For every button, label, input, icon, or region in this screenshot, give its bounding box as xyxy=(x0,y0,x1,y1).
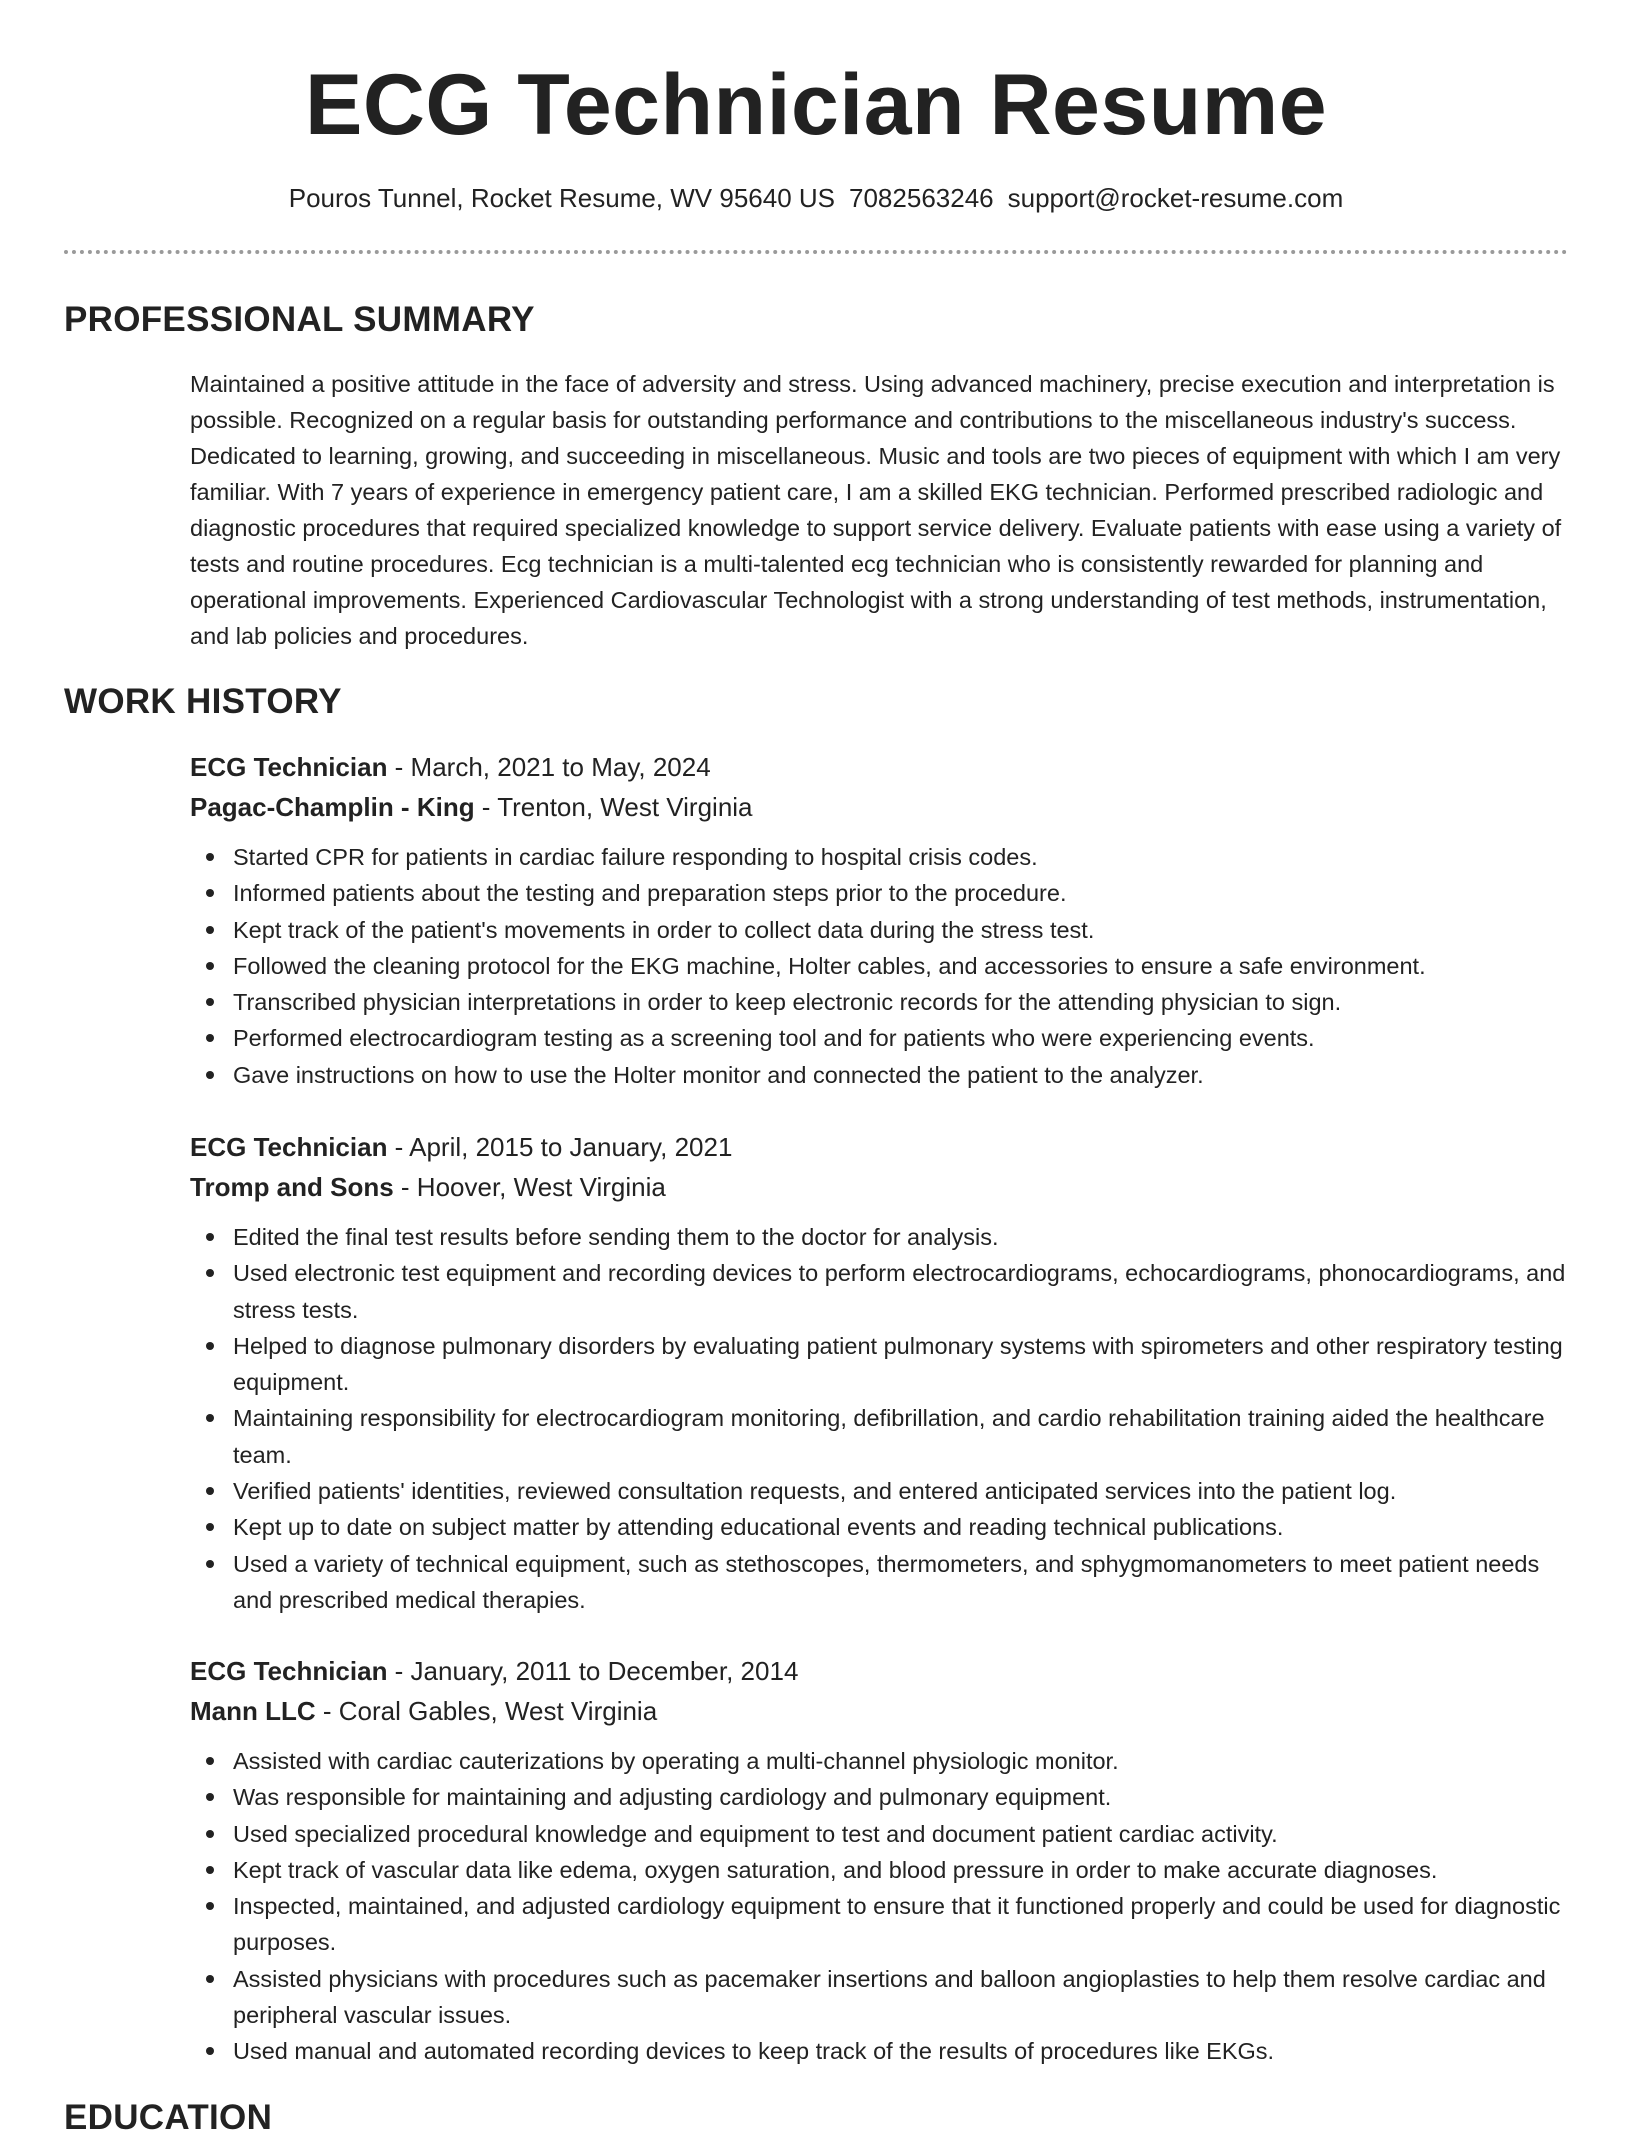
resume-title: ECG Technician Resume xyxy=(304,57,1328,153)
bullet-dot-icon xyxy=(206,1487,214,1495)
bullet-dot-icon xyxy=(206,1414,214,1422)
job-bullet: Informed patients about the testing and preparation steps prior to the procedure. xyxy=(190,875,1570,911)
bullet-dot-icon xyxy=(206,1757,214,1765)
job-bullet: Used electronic test equipment and recording devices to perform electrocardiograms, echocardiograms, phonocardiograms, and stress tests. xyxy=(190,1255,1570,1328)
job-entry xyxy=(190,1651,1570,2070)
contact-line xyxy=(0,180,1632,216)
bullet-dot-icon xyxy=(206,853,214,861)
summary-text: Maintained a positive attitude in the face of adversity and stress. Using advanced machinery, precise execution and interpretation is possible. Recognized on a regular basis for outstanding performance and contributions to the miscellaneous industry's success. Dedicated to learning, growing, and succeeding in miscellaneous. Music and tools are two pieces of equipment with which I am very familiar. With 7 years of experience in emergency patient care, I am a skilled EKG technician. Performed prescribed radiologic and diagnostic procedures that required specialized knowledge to support service delivery. Evaluate patients with ease using a variety of tests and routine procedures. Ecg technician is a multi-talented ecg technician who is consistently rewarded for planning and operational improvements. Experienced Cardiovascular Technologist with a strong understanding of test methods, instrumentation, and lab policies and procedures. xyxy=(190,371,1562,649)
bullet-dot-icon xyxy=(206,1793,214,1801)
job-bullet: Used specialized procedural knowledge and equipment to test and document patient cardiac activity. xyxy=(190,1816,1570,1852)
job-company: Pagac-Champlin - King xyxy=(190,792,475,822)
job-bullet: Followed the cleaning protocol for the EKG machine, Holter cables, and accessories to ensure a safe environment. xyxy=(190,948,1570,984)
job-bullet: Edited the final test results before sending them to the doctor for analysis. xyxy=(190,1219,1570,1255)
education-heading: EDUCATION xyxy=(64,2098,273,2137)
job-title: ECG Technician xyxy=(190,1132,388,1162)
bullet-dot-icon xyxy=(206,926,214,934)
job-dates: - March, 2021 to May, 2024 xyxy=(387,752,711,782)
job-bullet: Kept track of vascular data like edema, oxygen saturation, and blood pressure in order to make accurate diagnoses. xyxy=(190,1852,1570,1888)
bullet-dot-icon xyxy=(206,1830,214,1838)
job-location: - Hoover, West Virginia xyxy=(393,1172,666,1202)
job-dates: - January, 2011 to December, 2014 xyxy=(387,1656,799,1686)
job-bullet: Performed electrocardiogram testing as a screening tool and for patients who were experiencing events. xyxy=(190,1020,1570,1056)
job-entry xyxy=(190,1127,1570,1618)
job-company-line xyxy=(190,1167,1570,1207)
header-divider xyxy=(64,250,1568,254)
work-history-heading: WORK HISTORY xyxy=(64,682,342,721)
job-bullet: Assisted physicians with procedures such as pacemaker insertions and balloon angioplasties to help them resolve cardiac and peripheral vascular issues. xyxy=(190,1961,1570,2034)
job-bullet-list xyxy=(190,1743,1570,2070)
job-dates: - April, 2015 to January, 2021 xyxy=(387,1132,733,1162)
summary-heading: PROFESSIONAL SUMMARY xyxy=(64,300,535,339)
job-company-line xyxy=(190,1691,1570,1731)
job-location: - Coral Gables, West Virginia xyxy=(315,1696,658,1726)
bullet-dot-icon xyxy=(206,1866,214,1874)
job-title-line xyxy=(190,1651,1570,1691)
job-bullet: Helped to diagnose pulmonary disorders by evaluating patient pulmonary systems with spirometers and other respiratory testing equipment. xyxy=(190,1328,1570,1401)
job-company: Tromp and Sons xyxy=(190,1172,394,1202)
job-company-line xyxy=(190,787,1570,827)
job-bullet: Was responsible for maintaining and adjusting cardiology and pulmonary equipment. xyxy=(190,1779,1570,1815)
bullet-dot-icon xyxy=(206,1269,214,1277)
job-bullet-list xyxy=(190,1219,1570,1618)
contact-email[interactable]: support@rocket-resume.com xyxy=(1007,183,1344,213)
bullet-dot-icon xyxy=(206,1071,214,1079)
bullet-dot-icon xyxy=(206,1342,214,1350)
job-bullet: Started CPR for patients in cardiac failure responding to hospital crisis codes. xyxy=(190,839,1570,875)
job-entry xyxy=(190,747,1570,1093)
job-bullet: Used a variety of technical equipment, such as stethoscopes, thermometers, and sphygmomanometers to meet patient needs and prescribed medical therapies. xyxy=(190,1546,1570,1619)
contact-phone: 7082563246 xyxy=(849,183,994,213)
bullet-dot-icon xyxy=(206,889,214,897)
job-bullet: Gave instructions on how to use the Holter monitor and connected the patient to the analyzer. xyxy=(190,1057,1570,1093)
job-company: Mann LLC xyxy=(190,1696,316,1726)
job-bullet: Verified patients' identities, reviewed consultation requests, and entered anticipated services into the patient log. xyxy=(190,1473,1570,1509)
bullet-dot-icon xyxy=(206,2047,214,2055)
job-bullet: Assisted with cardiac cauterizations by operating a multi-channel physiologic monitor. xyxy=(190,1743,1570,1779)
job-title-line xyxy=(190,747,1570,787)
job-bullet: Kept up to date on subject matter by attending educational events and reading technical publications. xyxy=(190,1509,1570,1545)
bullet-dot-icon xyxy=(206,1902,214,1910)
job-bullet: Kept track of the patient's movements in order to collect data during the stress test. xyxy=(190,912,1570,948)
bullet-dot-icon xyxy=(206,1560,214,1568)
bullet-dot-icon xyxy=(206,998,214,1006)
job-location: - Trenton, West Virginia xyxy=(474,792,753,822)
job-bullet: Maintaining responsibility for electrocardiogram monitoring, defibrillation, and cardio rehabilitation training aided the healthcare team. xyxy=(190,1400,1570,1473)
job-title: ECG Technician xyxy=(190,1656,388,1686)
bullet-dot-icon xyxy=(206,1034,214,1042)
job-bullet: Inspected, maintained, and adjusted cardiology equipment to ensure that it functioned properly and could be used for diagnostic purposes. xyxy=(190,1888,1570,1961)
job-title-line xyxy=(190,1127,1570,1167)
bullet-dot-icon xyxy=(206,1975,214,1983)
bullet-dot-icon xyxy=(206,1233,214,1241)
job-bullet: Transcribed physician interpretations in order to keep electronic records for the attending physician to sign. xyxy=(190,984,1570,1020)
job-title: ECG Technician xyxy=(190,752,388,782)
bullet-dot-icon xyxy=(206,1523,214,1531)
contact-address: Pouros Tunnel, Rocket Resume, WV 95640 US xyxy=(288,183,836,213)
job-bullet: Used manual and automated recording devices to keep track of the results of procedures like EKGs. xyxy=(190,2033,1570,2069)
job-bullet-list xyxy=(190,839,1570,1093)
bullet-dot-icon xyxy=(206,962,214,970)
